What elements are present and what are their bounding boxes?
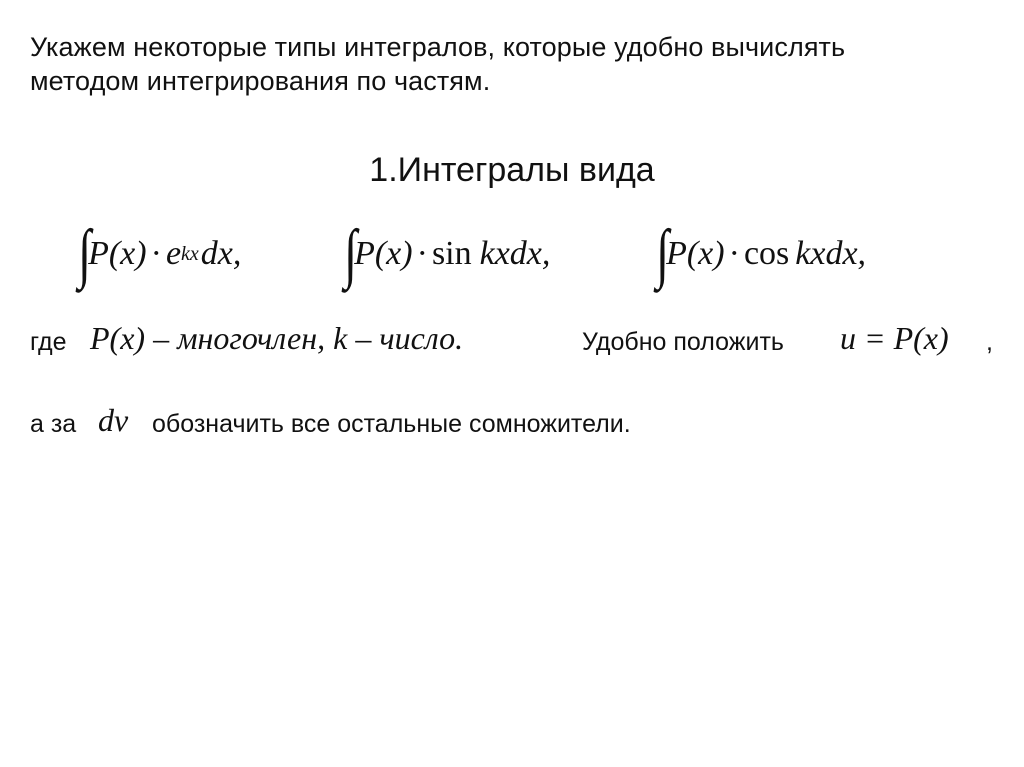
exp-power: kx xyxy=(181,242,199,265)
integral-sign: ∫ xyxy=(78,217,92,290)
polynomial-px: P(x) xyxy=(354,235,413,272)
intro-paragraph xyxy=(30,30,990,98)
dv-prefix: а за xyxy=(30,410,77,438)
intro-line-2: методом интегрирования по частям. xyxy=(30,66,491,96)
cosine-function: cos xyxy=(743,235,790,272)
integral-sign: ∫ xyxy=(656,217,670,290)
dv-description: обозначить все остальные сомножители. xyxy=(152,410,631,438)
advice-text: Удобно положить xyxy=(582,328,784,356)
differential: dx, xyxy=(200,235,242,272)
formula-exponential xyxy=(78,214,241,294)
dv-symbol: dv xyxy=(98,402,129,438)
integral-sign: ∫ xyxy=(344,217,358,290)
section-heading: 1.Интегралы вида xyxy=(369,151,655,189)
formula-sine xyxy=(344,214,550,294)
polynomial-px: P(x) xyxy=(666,235,725,272)
exp-base: e xyxy=(165,235,182,272)
polynomial-px: P(x) xyxy=(88,235,147,272)
formula-cosine xyxy=(656,214,866,294)
dv-line xyxy=(30,402,990,448)
intro-line-1: Укажем некоторые типы интегралов, которые удобно вычислять xyxy=(30,32,846,62)
multiply-dot: · xyxy=(416,235,428,272)
differential: kxdx, xyxy=(479,235,551,272)
trailing-comma: , xyxy=(986,328,993,356)
differential: kxdx, xyxy=(795,235,867,272)
sine-function: sin xyxy=(431,235,472,272)
polynomial-definition: P(x) – многочлен, k – число. xyxy=(90,320,464,356)
where-label: где xyxy=(30,328,67,356)
definition-line xyxy=(0,316,1024,366)
multiply-dot: · xyxy=(150,235,162,272)
multiply-dot: · xyxy=(728,235,740,272)
u-assignment: u = P(x) xyxy=(840,320,949,356)
